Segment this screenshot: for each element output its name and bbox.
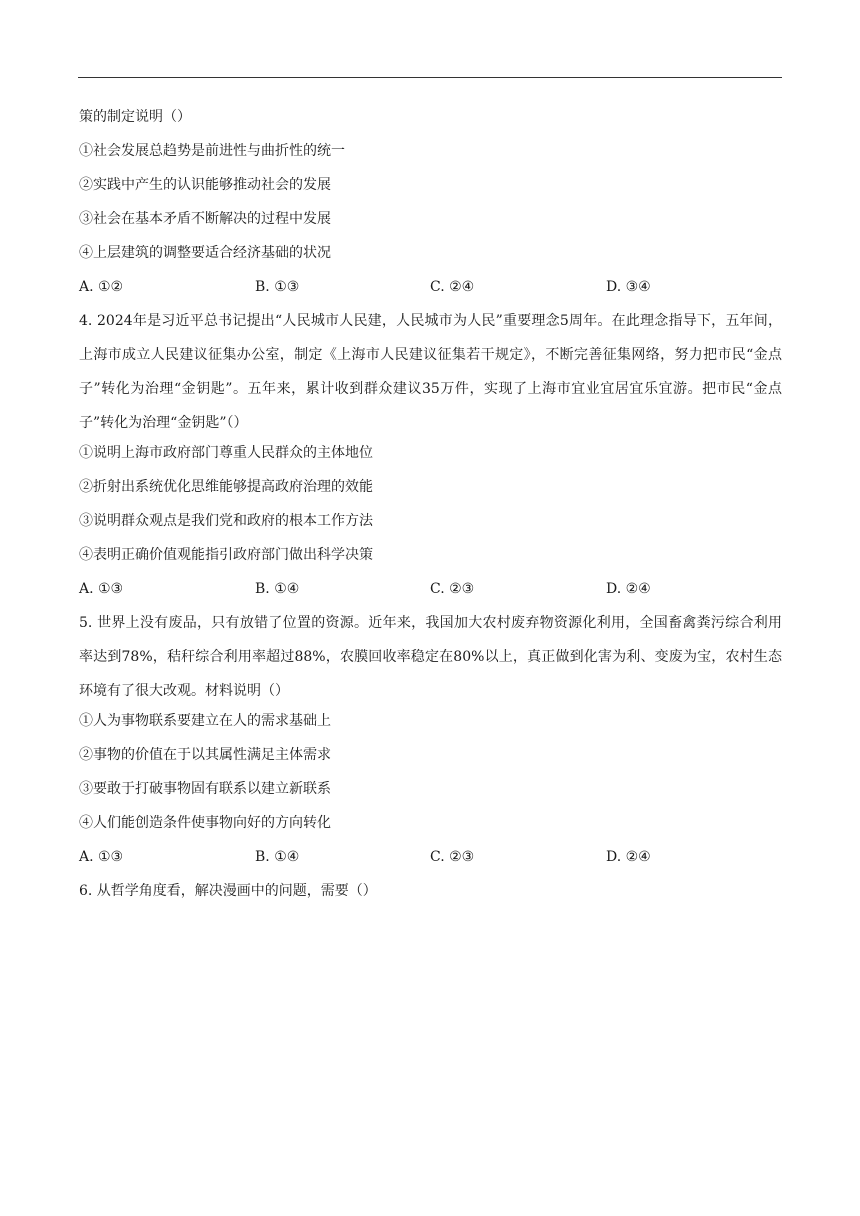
- q4-option-a: A. ①③: [79, 581, 124, 597]
- page-content: [79, 104, 782, 912]
- q3-statement-1: ①社会发展总趋势是前进性与曲折性的统一: [79, 143, 345, 159]
- q3-stem-tail: 策的制定说明（）: [79, 109, 191, 125]
- q4-statement-2: ②折射出系统优化思维能够提高政府治理的效能: [79, 479, 373, 495]
- q4-option-b: B. ①④: [255, 581, 300, 597]
- q3-option-d: D. ③④: [606, 279, 651, 295]
- q5-statement-1: ①人为事物联系要建立在人的需求基础上: [79, 713, 331, 729]
- q5-option-a: A. ①③: [79, 849, 124, 865]
- q4-stem: 4. 2024年是习近平总书记提出“人民城市人民建，人民城市为人民”重要理念5周年。在此理念指导下，五年间，上海市成立人民建议征集办公室，制定《上海市人民建议征集若干规定》，不断完善征集网络，努力把市民“金点子”转化为治理“金钥匙”。五年来，累计收到群众建议35万件，实现了上海市宜业宜居宜乐宜游。把市民“金点子”转化为治理“金钥匙”（）: [79, 313, 782, 431]
- q3-option-c: C. ②④: [430, 279, 475, 295]
- q4-option-c: C. ②③: [430, 581, 475, 597]
- q3-statement-3: ③社会在基本矛盾不断解决的过程中发展: [79, 211, 331, 227]
- q5-statement-3: ③要敢于打破事物固有联系以建立新联系: [79, 781, 331, 797]
- q5-option-b: B. ①④: [255, 849, 300, 865]
- q3-option-b: B. ①③: [255, 279, 300, 295]
- q4-statement-4: ④表明正确价值观能指引政府部门做出科学决策: [79, 547, 373, 563]
- q5-option-d: D. ②④: [606, 849, 651, 865]
- q6-stem: 6. 从哲学角度看，解决漫画中的问题，需要（）: [79, 883, 377, 899]
- header-rule: [78, 77, 782, 78]
- q3-statement-4: ④上层建筑的调整要适合经济基础的状况: [79, 245, 331, 261]
- q3-options: [79, 274, 782, 308]
- q4-options: [79, 576, 782, 610]
- q5-statement-4: ④人们能创造条件使事物向好的方向转化: [79, 815, 331, 831]
- q5-stem: 5. 世界上没有废品，只有放错了位置的资源。近年来，我国加大农村废弃物资源化利用，全国畜禽粪污综合利用率达到78%，秸秆综合利用率超过88%，农膜回收率稳定在80%以上，真正做到化害为利、变废为宝，农村生态环境有了很大改观。材料说明（）: [79, 615, 782, 699]
- q5-option-c: C. ②③: [430, 849, 475, 865]
- q3-option-a: A. ①②: [79, 279, 124, 295]
- q4-statement-3: ③说明群众观点是我们党和政府的根本工作方法: [79, 513, 373, 529]
- q5-options: [79, 844, 782, 878]
- q3-statement-2: ②实践中产生的认识能够推动社会的发展: [79, 177, 331, 193]
- q5-statement-2: ②事物的价值在于以其属性满足主体需求: [79, 747, 331, 763]
- q4-option-d: D. ②④: [606, 581, 651, 597]
- q4-statement-1: ①说明上海市政府部门尊重人民群众的主体地位: [79, 445, 373, 461]
